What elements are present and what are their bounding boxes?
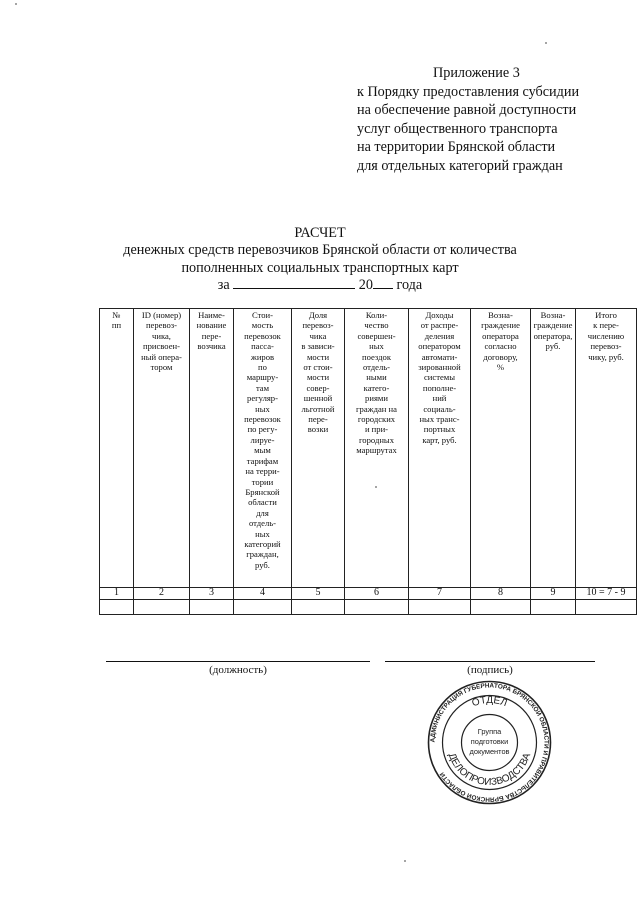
appendix-line: Приложение 3: [433, 65, 520, 81]
table-cell: [471, 600, 531, 615]
period-year: 20: [358, 277, 373, 293]
table-header-cell: Доходы от распре- деления оператором автомати- зированной системы пополне- ний социаль- ных транс- портных карт, руб.: [409, 309, 471, 588]
stamp-outer-text: АДМИНИСТРАЦИЯ ГУБЕРНАТОРА БРЯНСКОЙ ОБЛАСТИ И ПРАВИТЕЛЬСТВА БРЯНСКОЙ ОБЛАСТИ: [429, 682, 550, 803]
table-cell: [190, 600, 234, 615]
table-header-cell: Доля перевоз- чика в зависи- мости от стои- мости совер- шенной льготной пере- возки: [292, 309, 345, 588]
table-cell: [234, 600, 292, 615]
table-header-cell: № пп: [100, 309, 134, 588]
appendix-line: на обеспечение равной доступности: [357, 102, 577, 119]
table-cell: [531, 600, 576, 615]
column-number-cell: 8: [471, 588, 531, 600]
table-header-row: [100, 309, 637, 588]
table-header-cell: ID (номер) перевоз- чика, присвоен- ный опера- тором: [134, 309, 190, 588]
document-subtitle-line-1: денежных средств перевозчиков Брянской области от количества: [123, 242, 517, 258]
position-signature-line: [106, 661, 370, 662]
table-header-cell: Возна- граждение оператора, руб.: [531, 309, 576, 588]
document-subtitle-line-2: пополненных социальных транспортных карт: [181, 260, 459, 276]
period-line: [80, 276, 560, 295]
period-prefix: за: [217, 277, 230, 293]
stamp-center-line: документов: [469, 747, 510, 756]
document-title: РАСЧЕТ: [294, 225, 346, 241]
appendix-line: для отдельных категорий граждан: [357, 157, 563, 174]
table-empty-row: [100, 600, 637, 615]
appendix-line: на территории Брянской области: [357, 139, 556, 156]
table-header-cell: Стои- мость перевозок пасса- жиров по маршру- там регуляр- ных перевозок по регу- лируе- мым тарифам на терри- тории Брянской области для отдель- ных категорий граждан, руб.: [234, 309, 292, 588]
scan-speck: [15, 3, 17, 5]
stamp-center-line: подготовки: [470, 737, 509, 746]
column-number-cell: 6: [345, 588, 409, 600]
period-blank: [233, 276, 355, 289]
stamp-arc-bottom: ДЕЛОПРОИЗВОДСТВА: [445, 751, 534, 789]
stamp-center-line: Группа: [477, 727, 502, 736]
scan-speck: [545, 42, 547, 44]
calculation-table: [99, 308, 637, 615]
year-blank: [373, 276, 393, 289]
scan-speck: [404, 860, 406, 862]
stamp-arc-top: ОТДЕЛ: [470, 694, 509, 710]
appendix-header: [357, 64, 627, 176]
table-header-cell: Коли- чество совершен- ных поездок отдель- ными катего- риями граждан на городских и при- городных маршрутах: [345, 309, 409, 588]
column-number-cell: 9: [531, 588, 576, 600]
table-cell: [409, 600, 471, 615]
scan-speck: [375, 486, 377, 488]
signature-line: [385, 661, 595, 662]
column-number-cell: 3: [190, 588, 234, 600]
table-cell: [100, 600, 134, 615]
appendix-line: к Порядку предоставления субсидии: [357, 83, 580, 100]
column-number-cell: 5: [292, 588, 345, 600]
column-number-cell: 1: [100, 588, 134, 600]
column-number-cell: 4: [234, 588, 292, 600]
table-number-row: [100, 588, 637, 600]
table-header-cell: Итого к пере- числению перевоз- чику, руб.: [576, 309, 637, 588]
column-number-cell: 10 = 7 - 9: [576, 588, 637, 600]
signature-label: (подпись): [467, 664, 513, 676]
table-cell: [134, 600, 190, 615]
table-cell: [292, 600, 345, 615]
period-suffix: года: [396, 277, 423, 293]
appendix-line: услуг общественного транспорта: [357, 120, 558, 137]
table-header-cell: Наиме- нование пере- возчика: [190, 309, 234, 588]
position-label: (должность): [209, 664, 267, 676]
table-cell: [345, 600, 409, 615]
official-stamp: [427, 680, 552, 805]
column-number-cell: 7: [409, 588, 471, 600]
column-number-cell: 2: [134, 588, 190, 600]
table-cell: [576, 600, 637, 615]
table-header-cell: Возна- граждение оператора согласно договору, %: [471, 309, 531, 588]
